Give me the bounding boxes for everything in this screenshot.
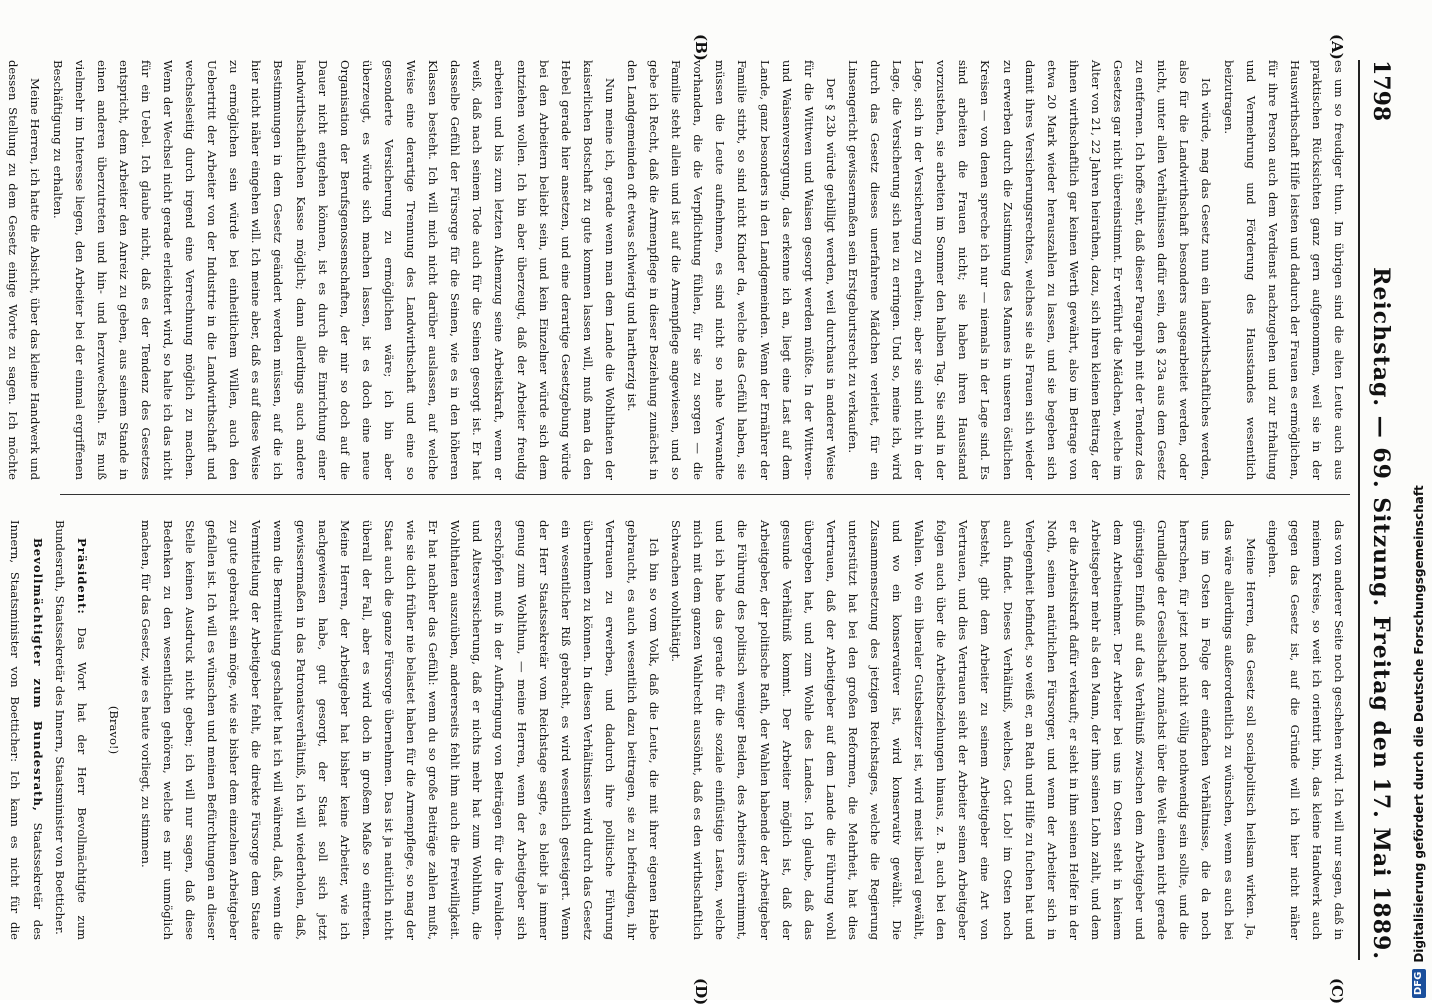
paragraph: das von anderer Seite noch geschehen wird. Ich will nur sagen, daß in meinem Kreise, so weit ich orientirt bin, das kleine Handwerk auch gegen das Gesetz ist, auf die Gründe will ich hier nicht näher eingehen. xyxy=(1265,520,1346,940)
margin-marker-b: (B) xyxy=(692,34,710,61)
left-column xyxy=(6,60,1350,480)
paragraph: es um so freudiger thun. Im übrigen sind die alten Leute auch aus praktischen Rücksichten ganz gern aufgenommen, weil sie in der Hauswirthschaft Hilfe leisten und dadurch der Frauen es ermöglichen, für ihre Person auch dem Verdienst nachzugehen und zur Erhaltung und Vermehrung und Förderung des Hausstandes wesentlich beizutragen. xyxy=(1221,60,1346,480)
speaker-label: Präsident: xyxy=(74,538,89,615)
speaker-paragraph xyxy=(0,520,49,940)
page-title: Reichstag. — 69. Sitzung. Freitag den 17. Mai 1889. xyxy=(1368,267,1394,960)
speaker-text: Das Wort hat der Herr Bevollmächtigte zum Bundesrath, Staatssekretär des Innern, Staatsminister von Boetticher. xyxy=(52,520,89,940)
right-column xyxy=(8,520,1350,941)
page-number: 1798 xyxy=(1368,60,1394,122)
dfg-logo-icon: DFG xyxy=(1412,969,1426,998)
paragraph: Der § 23b würde gebilligt werden, weil durchaus in anderer Weise für die Wittwen und Waisen gesorgt werden müßte. In der Wittwen- und Waisenversorgung, das erkenne ich an, liegt eine Last auf dem Lande, ganz besonders in den Landgemeinden. Wenn der Ernährer der Familie stirbt, so sind nicht Kinder da, welche das Gefühl haben, sie müssen die Leute aufnehmen, es sind nicht so nahe Verwandte vorhanden, die die Verpflichtung fühlen, für sie zu sorgen — die Familie steht allein und ist auf die Armenpflege angewiesen, und so gebe ich Recht, daß die Armenpflege in dieser Beziehung zunächst in den Landgemeinden oft etwas schwierig und hartherzig ist. xyxy=(625,60,838,480)
column-divider xyxy=(60,494,1350,495)
margin-marker-d: (D) xyxy=(692,978,710,1005)
margin-marker-c: (C) xyxy=(1328,978,1346,1005)
applause-note: (Bravo!) xyxy=(106,705,121,755)
margin-marker-a: (A) xyxy=(1328,34,1346,60)
paragraph: Ich würde, mag das Gesetz nun ein landwirthschaftliches werden, also für die Landwirthschaft besonders ausgearbeitet werden, oder nicht, unter allen Verhältnissen dafür sein, den § 23a aus dem Gesetz zu entfernen. Ich hoffe sehr, daß dieser Paragraph mit der Tendenz des Gesetzes gar nicht übereinstimmt. Er verführt die Mädchen, welche im Alter von 21, 22 Jahren heirathen, dazu, sich ihren kleinen Beitrag, der ihnen wirthschaftlich gar keinen Werth gewährt, also im Betrage von etwa 20 Mark wieder herauszahlen zu lassen, und sie begeben sich damit ihres Versicherungsrechtes, welches sie als Frauen sich wieder zu erwerben durch die Zustimmung des Mannes in unseren östlichen Kreisen — von denen spreche ich nur — niemals in der Lage sind. Es sind arbeiten die Frauen nicht; sie haben ihren Hausstand vorzustehen, sie arbeiten im Sommer den halben Tag. Sie sind in der Lage, sich in der Versicherung zu erhalten; aber sie sind nicht in der Lage, die Versicherung sich neu zu erringen. Und so, meine ich, wird durch das Gesetz dieses unerfahrene Mädchen verleitet, für ein Linsengericht gewissermaßen sein Erstgeburtsrecht zu verkaufen. xyxy=(845,60,1214,480)
paragraph: Nun meine ich, gerade wenn man dem Lande die Wohlthaten der kaiserlichen Botschaft zu gute kommen lassen will, muß man da den Hebel gerade hier ansetzen, und eine derartige Gesetzgebung würde bei den Arbeitern beliebt sein, und kein Einzelner würde sich dem entziehen wollen. Ich bin aber überzeugt, daß der Arbeiter freudig arbeiten und bis zum letzten Athemzug seine Arbeitskraft, wenn er weiß, daß nach seinem Tode auch für die Seinen gesorgt ist. Er hat dasselbe Gefühl der Fürsorge für die Seinen, wie es in den höheren Klassen besteht. Ich will mich nicht darüber auslassen, auf welche Weise eine derartige Trennung des Landwirthschaft und eine so gesonderte Versicherung zu ermöglichen wäre; ich bin aber überzeugt, es würde sich machen lassen, ist es doch eine neue Organisation der Berufsgenossenschaften, der mir so doch auf die Dauer nicht entgehen können, ist es durch die Einrichtung einer landwirthschaftlichen Kasse möglich; dann allerdings auch andere Bestimmungen in dem Gesetz geändert werden müssen, auf die ich hier nicht näher eingehen will. Ich meine aber, daß es auf diese Weise zu ermöglichen sein würde bei einheitlichem Willen, auch den Uebertritt der Arbeiter von der Industrie in die Landwirthschaft und wechselseitig durch irgend eine Verrechnung möglich zu machen. Wenn der Wechsel nicht gerade erleichtert wird, so halte ich das nicht für ein Uebel. Ich glaube nicht, daß es der Tendenz des Gesetzes entspricht, dem Arbeiter den Anreiz zu geben, aus seinem Stande in einen anderen überzutreten und hin- und herzuwechseln. Es muß vielmehr im Interesse liegen, den Arbeiter bei der einmal ergriffenen Beschäftigung zu erhalten. xyxy=(50,60,617,480)
speaker-label: Bevollmächtigter zum Bundesrath, xyxy=(30,538,45,812)
paragraph: Meine Herren, ich hatte die Absicht, über das kleine Handwerk und dessen Stellung zu dem Gesetz einige Worte zu sagen. Ich möchte xyxy=(6,60,43,480)
speaker-paragraph xyxy=(49,520,93,940)
paragraph: Meine Herren, das Gesetz soll socialpolitisch heilsam wirken. Ja, das wäre allerdings außerordentlich zu wünschen, wenn es auch bei uns im Osten in Folge der einfachen Verhältnisse, die da noch herrschen, für jetzt noch nicht völlig nothwendig sein sollte, und die Grundlage der Gesellschaft zunächst über die Welt einen nicht gerade günstigen Einfluß auf das Verhältniß zwischen dem Arbeitgeber und dem Arbeitnehmer. Der Arbeiter bei uns im Osten steht in keinem Arbeitsgeber mehr als den Mann, der ihm seinen Lohn zahlt, und dem er die Arbeitskraft dafür verkauft; er sieht in ihm seinen Helfer in der Noth, seinen natürlichen Fürsorger, und wenn der Arbeiter sich in Verlegenheit befindet, so weiß er, an Rath und Hilfe zu fuchen hat und auch findet. Dieses Verhältniß, welches, Gott Lob! im Osten noch besteht, gibt dem Arbeiter zu seinem Arbeitgeber eine Art von Vertrauen, und dies Vertrauen sieht der Arbeiter seinen Arbeitgeber folgen auch über die Arbeitsbeziehungen hinaus, z. B. auch bei den Wahlen. Wo ein liberaler Gutsbesitzer ist, wird meist liberal gewählt, und wo ein konservativer ist, wird konservativ gewählt. Die Zusammensetzung des jetzigen Reichstages, welche die Regierung unterstützt hat bei den großen Reformen, die Mehrheit, hat dies Vertrauen, daß der Arbeitgeber auf dem Lande die Führung wohl übergeben hat, und zum Wohle des Landes. Ich glaube, daß das gesunde Verhältniß kommt. Der Arbeiter möglich ist, daß der Arbeitgeber, der politische Rath, der Wahlen habende der Arbeitgeber die Führung des politisch weniger Beiden, des Arbeiters übernimmt, und ich habe das gerade für die soziale einflüstige Lasten, welche mich mit dem ganzen Wahlrecht aussöhnt, daß es den wirthschaftlich Schwachen wohlthätigt. xyxy=(669,520,1258,940)
credit-text: Digitalisierung gefördert durch die Deutsche Forschungsgemeinschaft xyxy=(1412,485,1426,963)
paragraph: Ich bin so vom Volk, daß die Leute, die mit ihrer eigenen Habe gebraucht, es auch wesentlich dazu beitragen, sie zu befriedigen, ihr Vertrauen zu erwerben, und dadurch ihre politische Führung übernehmen zu können. In diesen Verhältnissen wird durch das Gesetz ein wesentlicher Riß gebracht, es wird wesentlich gesteigert. Wenn der Herr Staatssekretär vom Reichstage sagte, es bleibt ja immer genug zum Wohlthun, — meine Herren, wenn der Arbeitgeber sich erschöpfen muß in der Aufbringung von Beiträgen für die Invaliden- und Altersversicherung, daß er nichts mehr hat zum Wohlthun, die Wohlthaten auszuüben, andererseits fehlt ihm auch die Freiwilligkeit. Er hat nachher das Gefühl: wenn du so große Beiträge zahlen mußt, wie sie dich früher nie belastet haben für die Armenpflege, so mag der Staat auch die ganze Fürsorge übernehmen. Das ist ja natürlich nicht überall der Fall, aber es wird doch in großem Maße so eintreten. Meine Herren, der Arbeitgeber hat bisher keine Arbeiter, wie ich nachgewiesen habe, gut gesorgt, der Staat soll sich jetzt gewissermaßen in das Patronatsverhältniß, ich will wiederholen, daß, wenn die Bermittelung geschaltet hat ich will während, daß, wenn die Vermittelung der Arbeitgeber fehlt, die direkte Fürsorge dem Staate zu gute gebracht sein möge, wie sie bisher dem einzelnen Arbeitgeber gefallen ist. Ich will es wünschen und meinen Befürchtungen an dieser Stelle keinen Ausdruck nicht geben; ich will nur sagen, daß diese Bedenken zu den wesentlichen gehören, welche es mir unmöglich machen, für das Gesetz, wie es heute vorliegt, zu stimmen. xyxy=(138,520,662,940)
speaker-text: Staatssekretär des Innern, Staatsminister von Boetticher: Ich kann es nicht für die xyxy=(8,520,45,941)
page-header xyxy=(1358,60,1394,960)
digitization-credit xyxy=(1408,4,1430,998)
